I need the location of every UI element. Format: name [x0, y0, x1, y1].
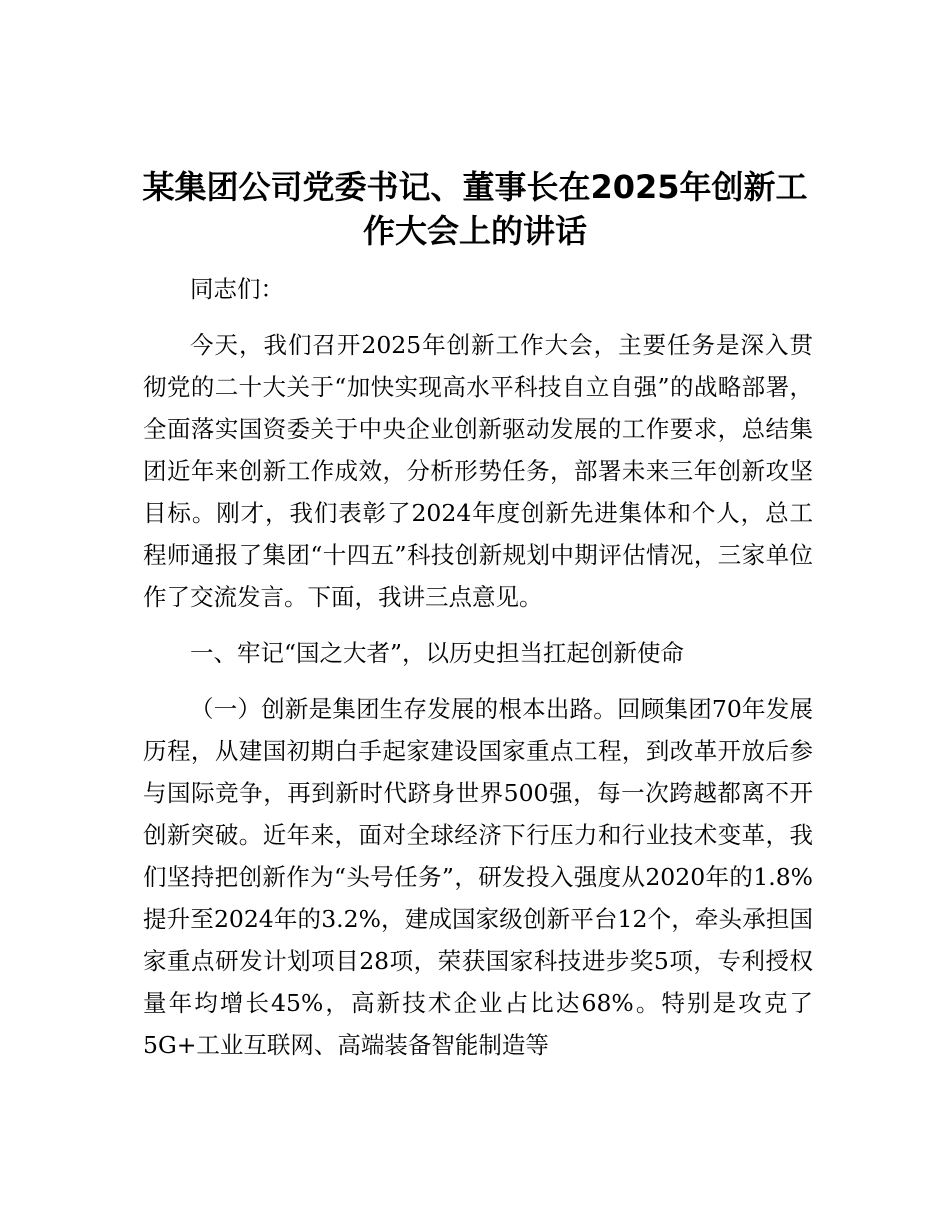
document-title: 某集团公司党委书记、董事长在2025年创新工作大会上的讲话: [142, 168, 808, 250]
salutation: 同志们：: [190, 275, 284, 303]
section-heading-1: 一、牢记“国之大者”，以历史担当扛起创新使命: [190, 639, 685, 667]
paragraph-opening: 今天，我们召开2025年创新工作大会，主要任务是深入贯彻党的二十大关于“加快实现高水平科技自立自强”的战略部署，全面落实国资委关于中央企业创新驱动发展的工作要求，总结集团近年来创新工作成效，分析形势任务，部署未来三年创新攻坚目标。刚才，我们表彰了2024年度创新先进集体和个人，总工程师通报了集团“十四五”科技创新规划中期评估情况，三家单位作了交流发言。下面，我讲三点意见。: [143, 331, 813, 611]
paragraph-subsection-1: （一）创新是集团生存发展的根本出路。回顾集团70年发展历程，从建国初期白手起家建设国家重点工程，到改革开放后参与国际竞争，再到新时代跻身世界500强，每一次跨越都离不开创新突破。近年来，面对全球经济下行压力和行业技术变革，我们坚持把创新作为“头号任务”，研发投入强度从2020年的1.8%提升至2024年的3.2%，建成国家级创新平台12个，牵头承担国家重点研发计划项目28项，荣获国家科技进步奖5项，专利授权量年均增长45%，高新技术企业占比达68%。特别是攻克了5G+工业互联网、高端装备智能制造等: [143, 695, 813, 1059]
document-body: [143, 268, 813, 1066]
